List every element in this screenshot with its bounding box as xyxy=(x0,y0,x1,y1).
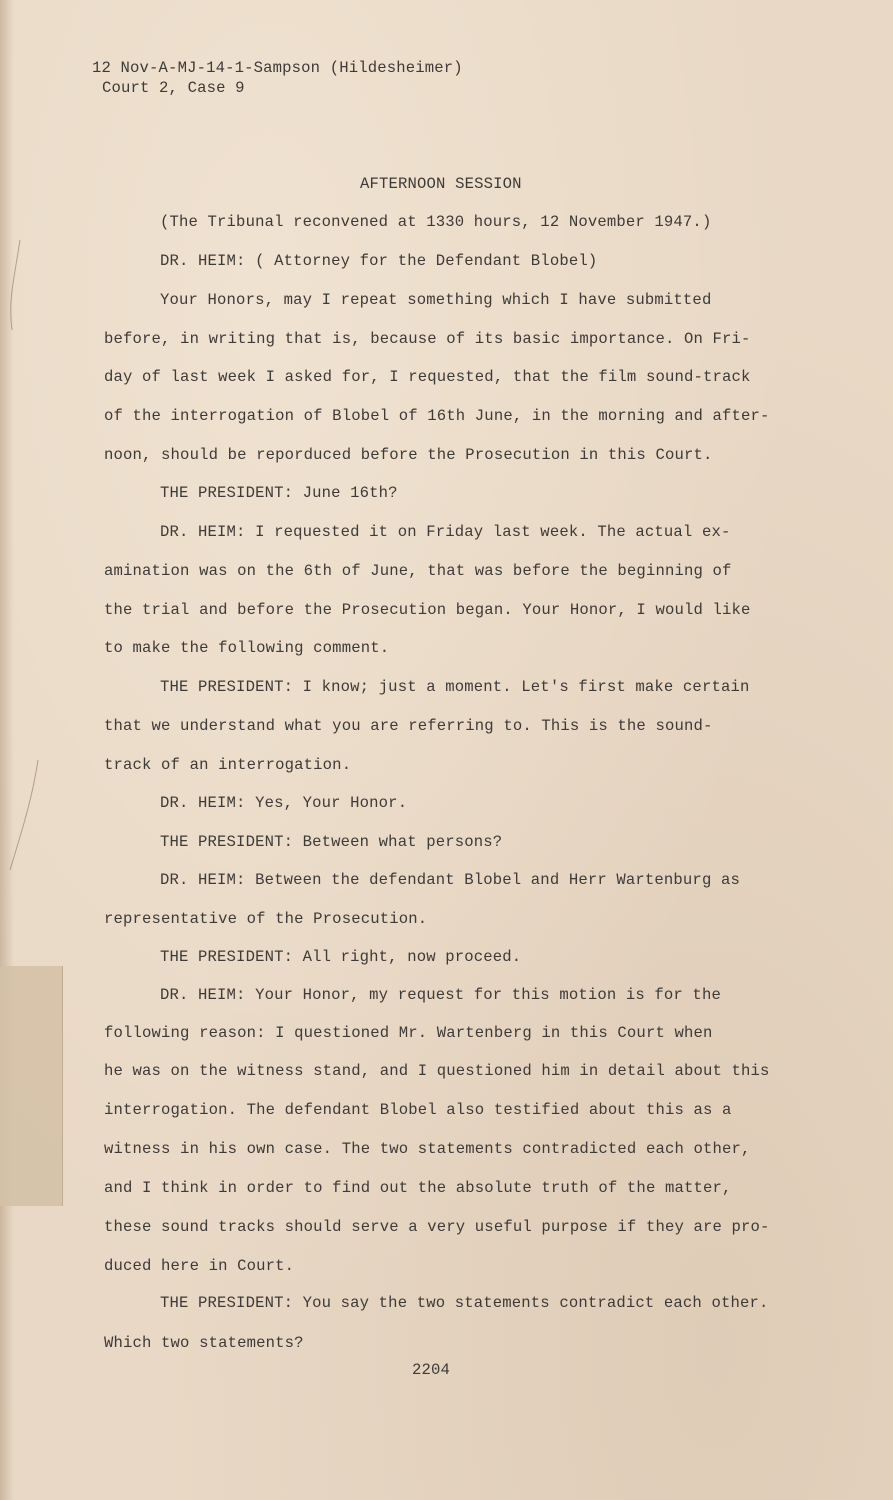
text-line: (The Tribunal reconvened at 1330 hours, 12 November 1947.) xyxy=(160,213,712,231)
text-line: duced here in Court. xyxy=(104,1257,295,1275)
text-line: that we understand what you are referring to. This is the sound- xyxy=(104,717,713,735)
text-line: and I think in order to find out the absolute truth of the matter, xyxy=(104,1179,732,1197)
text-line: DR. HEIM: Yes, Your Honor. xyxy=(160,794,408,812)
text-line: of the interrogation of Blobel of 16th June, in the morning and after- xyxy=(104,407,770,425)
text-line: the trial and before the Prosecution began. Your Honor, I would like xyxy=(104,601,751,619)
text-line: representative of the Prosecution. xyxy=(104,910,428,928)
text-line: these sound tracks should serve a very useful purpose if they are pro- xyxy=(104,1218,770,1236)
text-line: he was on the witness stand, and I questioned him in detail about this xyxy=(104,1062,770,1080)
text-line: DR. HEIM: I requested it on Friday last week. The actual ex- xyxy=(160,523,731,541)
text-line: THE PRESIDENT: All right, now proceed. xyxy=(160,948,522,966)
header-case-reference: 12 Nov-A-MJ-14-1-Sampson (Hildesheimer) xyxy=(92,59,463,77)
text-line: to make the following comment. xyxy=(104,639,390,657)
text-line: following reason: I questioned Mr. Wartenberg in this Court when xyxy=(104,1024,713,1042)
text-line: Which two statements? xyxy=(104,1334,304,1352)
text-line: noon, should be reporduced before the Prosecution in this Court. xyxy=(104,446,713,464)
session-title: AFTERNOON SESSION xyxy=(360,175,522,193)
text-line: day of last week I asked for, I requested, that the film sound-track xyxy=(104,368,751,386)
text-line: before, in writing that is, because of its basic importance. On Fri- xyxy=(104,330,751,348)
text-line: DR. HEIM: ( Attorney for the Defendant Blobel) xyxy=(160,252,598,270)
page-number: 2204 xyxy=(412,1361,451,1379)
text-line: THE PRESIDENT: I know; just a moment. Let's first make certain xyxy=(160,678,750,696)
tape-strip xyxy=(0,966,63,1206)
text-line: interrogation. The defendant Blobel also testified about this as a xyxy=(104,1101,732,1119)
torn-edge-mark xyxy=(2,240,42,880)
text-line: witness in his own case. The two statements contradicted each other, xyxy=(104,1140,751,1158)
text-line: THE PRESIDENT: June 16th? xyxy=(160,484,398,502)
text-line: track of an interrogation. xyxy=(104,756,352,774)
text-line: Your Honors, may I repeat something which I have submitted xyxy=(160,291,712,309)
header-court-case: Court 2, Case 9 xyxy=(102,79,245,97)
text-line: THE PRESIDENT: You say the two statements contradict each other. xyxy=(160,1294,769,1312)
text-line: amination was on the 6th of June, that was before the beginning of xyxy=(104,562,732,580)
text-line: DR. HEIM: Between the defendant Blobel and Herr Wartenburg as xyxy=(160,871,740,889)
text-line: THE PRESIDENT: Between what persons? xyxy=(160,833,503,851)
text-line: DR. HEIM: Your Honor, my request for this motion is for the xyxy=(160,986,721,1004)
